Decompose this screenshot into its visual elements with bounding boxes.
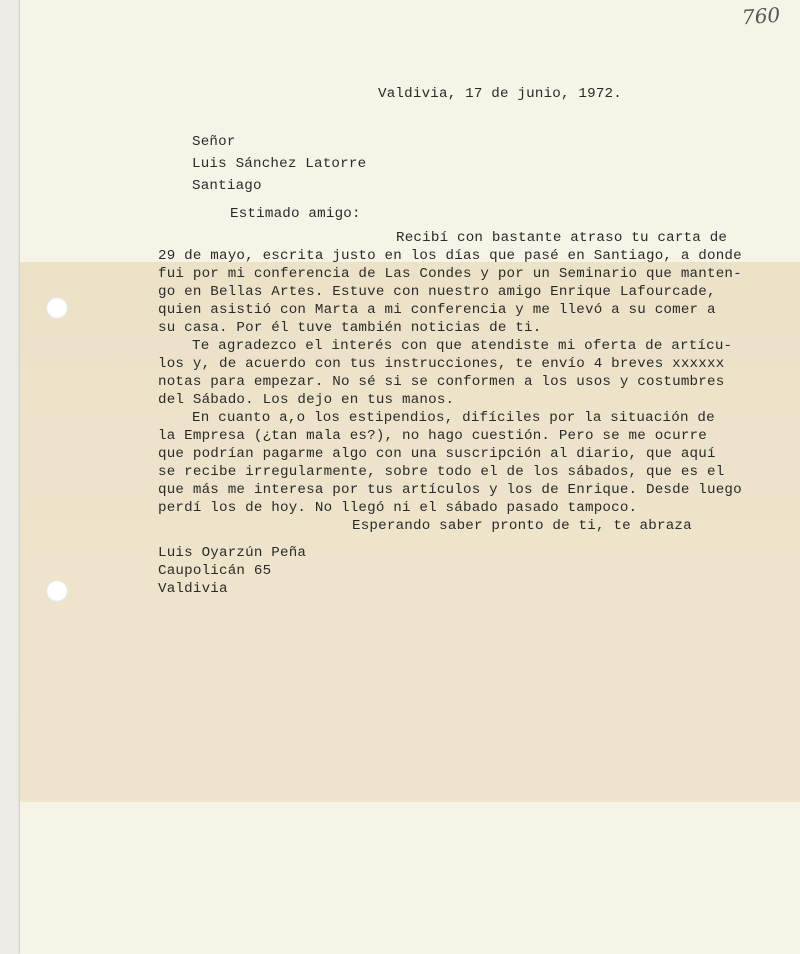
archive-number: 760 [741,2,781,30]
body-line: quien asistió con Marta a mi conferencia y me llevó a su comer a [158,302,716,318]
body-line: Te agradezco el interés con que atendiste mi oferta de artícu- [192,338,733,354]
body-line: perdí los de hoy. No llegó ni el sábado pasado tampoco. [158,500,638,516]
body-line: que más me interesa por tus artículos y los de Enrique. Desde luego [158,482,742,498]
closing-line: Esperando saber pronto de ti, te abraza [352,518,692,534]
recipient-city: Santiago [192,178,262,194]
recipient-title: Señor [192,134,236,150]
signature-city: Valdivia [158,581,228,597]
body-line: que podrían pagarme algo con una suscripción al diario, que aquí [158,446,716,462]
body-line: En cuanto a,o los estipendios, difíciles por la situación de [192,410,715,426]
body-line: notas para empezar. No sé si se conformen a los usos y costumbres [158,374,725,390]
body-line: 29 de mayo, escrita justo en los días que pasé en Santiago, a donde [158,248,742,264]
signature-name: Luis Oyarzún Peña [158,545,307,561]
body-line: go en Bellas Artes. Estuve con nuestro amigo Enrique Lafourcade, [158,284,716,300]
body-line: su casa. Por él tuve también noticias de ti. [158,320,542,336]
body-line: la Empresa (¿tan mala es?), no hago cuestión. Pero se me ocurre [158,428,707,444]
date-line: Valdivia, 17 de junio, 1972. [378,86,622,102]
body-line: del Sábado. Los dejo en tus manos. [158,392,455,408]
punch-hole-bottom [46,580,68,602]
body-line: fui por mi conferencia de Las Condes y por un Seminario que manten- [158,266,742,282]
body-line: se recibe irregularmente, sobre todo el de los sábados, que es el [158,464,725,480]
signature-street: Caupolicán 65 [158,563,272,579]
body-line: los y, de acuerdo con tus instrucciones, te envío 4 breves xxxxxx [158,356,725,372]
punch-hole-top [46,297,68,319]
salutation: Estimado amigo: [230,206,361,222]
recipient-name: Luis Sánchez Latorre [192,156,367,172]
body-line: Recibí con bastante atraso tu carta de [396,230,728,246]
